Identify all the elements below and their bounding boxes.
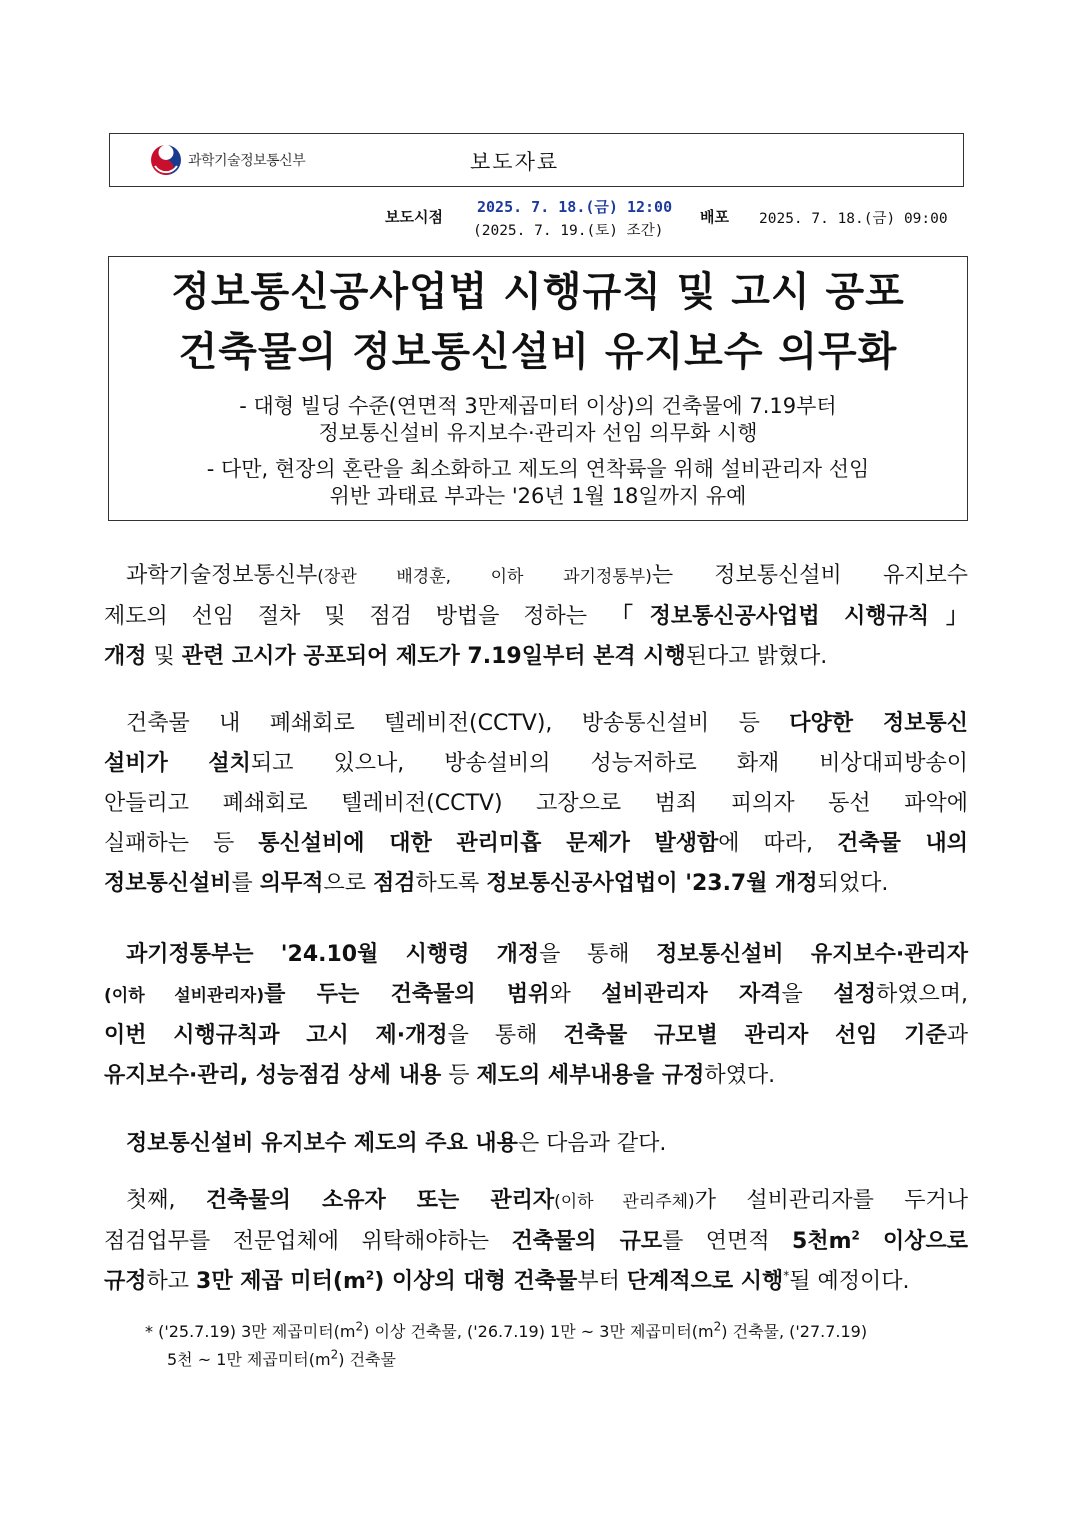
paragraph-5: [104, 1181, 968, 1302]
footnote-line1: * ('25.7.19) 3만 제곱미터$(m^2)$ 이상 건축물, ('26.7.19) 1만 ~ 3만 제곱미터$(m^2)$ 건축물, ('27.7.19): [145, 1319, 868, 1341]
p5-line2: 점검업무를 전문업체에 위탁해야하는 건축물의 규모를 연면적 5천$m^2$ 이상으로: [104, 1228, 969, 1254]
headline-line1: 정보통신공사업법 시행규칙 및 고시 공포: [171, 269, 905, 315]
subheading-2b: 위반 과태료 부과는 '26년 1월 18일까지 유예: [329, 484, 747, 508]
ministry-name: 과학기술정보통신부: [188, 153, 306, 169]
document-type: 보도자료: [470, 150, 560, 174]
header-box: [109, 133, 964, 187]
footnote: [145, 1318, 969, 1374]
paragraph-4: [104, 1124, 968, 1164]
subheading-2a: - 다만, 현장의 혼란을 최소화하고 제도의 연착륙을 위해 설비관리자 선임: [206, 457, 870, 481]
subheading-1b: 정보통신설비 유지보수·관리자 선임 의무화 시행: [318, 421, 758, 445]
p5-line3: 규정하고 3만 제곱 미터$(m^2)$ 이상의 대형 건축물부터 단계적으로 시행*될 예정이다.: [104, 1268, 910, 1294]
p2-line2: 설비가 설치되고 있으나, 방송설비의 성능저하로 화재 비상대피방송이: [104, 751, 968, 776]
release-paper: (2025. 7. 19.(토) 조간): [473, 223, 664, 239]
p2-line4: 실패하는 등 통신설비에 대한 관리미흡 문제가 발생함에 따라, 건축물 내의: [104, 831, 968, 856]
p2-line1: 건축물 내 폐쇄회로 텔레비전(CCTV), 방송통신설비 등 다양한 정보통신: [126, 711, 968, 736]
paragraph-1: [104, 556, 968, 677]
government-emblem-icon: [150, 144, 182, 176]
p1-line1: 과학기술정보통신부(장관 배경훈, 이하 과기정통부)는 정보통신설비 유지보수: [126, 563, 968, 588]
p3-line1: 과기정통부는 '24.10월 시행령 개정을 통해 정보통신설비 유지보수·관리자: [126, 942, 968, 967]
p2-line5: 정보통신설비를 의무적으로 점검하도록 정보통신공사업법이 '23.7월 개정되었다.: [104, 871, 889, 896]
p1-line3: 개정 및 관련 고시가 공포되어 제도가 7.19일부터 본격 시행된다고 밝혔다.: [104, 644, 828, 669]
paragraph-3: [104, 935, 968, 1096]
p4-line1: 정보통신설비 유지보수 제도의 주요 내용은 다음과 같다.: [126, 1131, 667, 1156]
p5-line1: 첫째, 건축물의 소유자 또는 관리자(이하 관리주체)가 설비관리자를 두거나: [126, 1188, 969, 1213]
distribution-time: 2025. 7. 18.(금) 09:00: [759, 211, 948, 227]
p1-line2: 제도의 선임 절차 및 점검 방법을 정하는 「정보통신공사업법 시행규칙」: [104, 604, 968, 629]
p3-line4: 유지보수·관리, 성능점검 상세 내용 등 제도의 세부내용을 규정하였다.: [104, 1063, 776, 1088]
p3-line3: 이번 시행규칙과 고시 제·개정을 통해 건축물 규모별 관리자 선임 기준과: [104, 1023, 968, 1048]
p2-line3: 안들리고 폐쇄회로 텔레비전(CCTV) 고장으로 범죄 피의자 동선 파악에: [104, 791, 968, 816]
title-box: [108, 256, 968, 521]
paragraph-2: [104, 704, 968, 904]
p3-line2: (이하 설비관리자)를 두는 건축물의 범위와 설비관리자 자격을 설정하였으며,: [104, 982, 969, 1007]
subheading-1a: - 대형 빌딩 수준(연면적 3만제곱미터 이상)의 건축물에 7.19부터: [239, 394, 837, 418]
release-label: 보도시점: [385, 208, 443, 226]
release-time: 2025. 7. 18.(금) 12:00: [477, 198, 673, 216]
footnote-line2: 5천 ~ 1만 제곱미터$(m^2)$ 건축물: [167, 1347, 396, 1369]
headline-line2: 건축물의 정보통신설비 유지보수 의무화: [178, 329, 898, 375]
distribution-label: 배포: [700, 208, 729, 226]
ministry-logo: [150, 144, 305, 176]
